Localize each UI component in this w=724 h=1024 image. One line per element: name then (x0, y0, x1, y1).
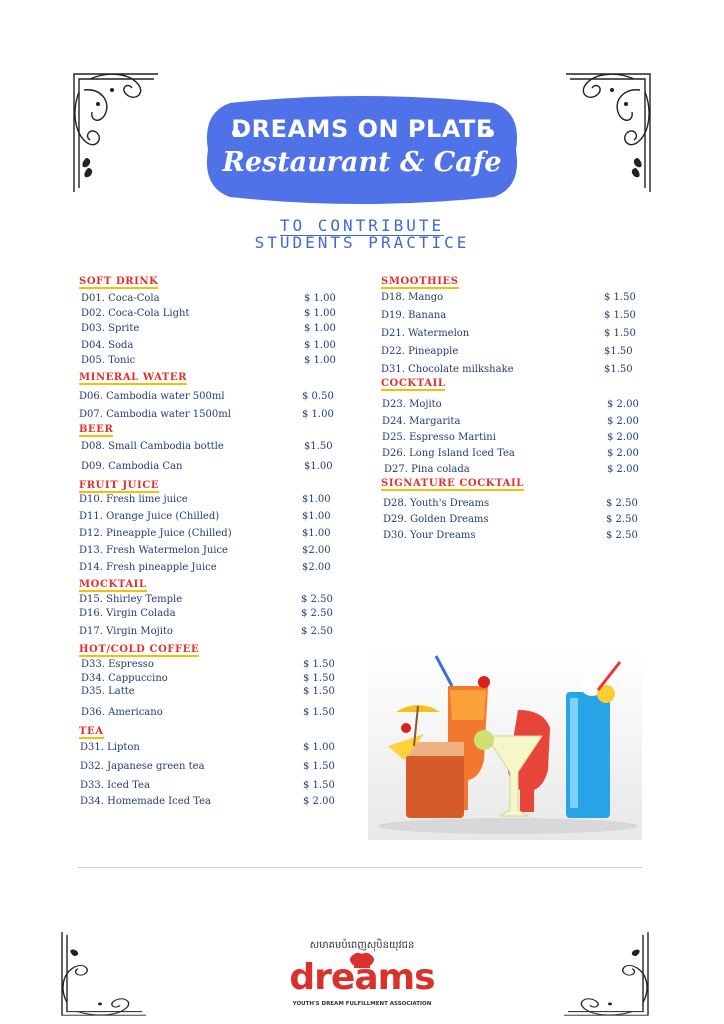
menu-item-price: $ 1.50 (303, 780, 335, 791)
menu-item-name: D16. Virgin Colada (79, 608, 176, 619)
menu-item-price: $ 2.00 (607, 416, 639, 427)
menu-item-price: $ 2.50 (606, 498, 638, 509)
menu-item-price: $ 2.00 (607, 448, 639, 459)
section-heading: FRUIT JUICE (79, 480, 160, 491)
menu-item-name: D19. Banana (381, 310, 447, 321)
menu-item-name: D14. Fresh pineapple Juice (79, 562, 217, 573)
menu-item-price: $ 1.50 (303, 686, 335, 697)
cocktails-photo (368, 650, 642, 840)
logo-subtitle: YOUTH'S DREAM FULFILLMENT ASSOCIATION (292, 1001, 432, 1007)
menu-item-name: D31. Lipton (80, 742, 140, 753)
menu-item-price: $ 1.00 (304, 293, 336, 304)
logo-wordmark: dreams (289, 957, 435, 998)
menu-item-price: $1.00 (302, 528, 331, 539)
menu-item-name: D11. Orange Juice (Chilled) (79, 511, 220, 522)
menu-item-price: $ 1.50 (303, 659, 335, 670)
menu-item-name: D04. Soda (81, 340, 134, 351)
menu-item-name: D26. Long Island Iced Tea (382, 448, 515, 459)
menu-item-name: D27. Pina colada (384, 464, 470, 475)
menu-item-price: $ 1.50 (604, 292, 636, 303)
section-heading: MOCKTAIL (79, 579, 147, 590)
menu-item-name: D32. Japanese green tea (80, 761, 205, 772)
menu-item-price: $ 2.00 (607, 399, 639, 410)
section-heading: SMOOTHIES (381, 276, 459, 287)
menu-item-name: D33. Iced Tea (80, 780, 150, 791)
menu-item-name: D25. Espresso Martini (382, 432, 496, 443)
menu-item-price: $1.50 (604, 346, 633, 357)
menu-item-name: D17. Virgin Mojito (79, 626, 173, 637)
menu-item-price: $ 1.00 (304, 323, 336, 334)
menu-item-name: D36. Americano (81, 707, 163, 718)
footer-divider (78, 867, 642, 868)
corner-ornament-top-right (562, 70, 654, 195)
section-heading: SIGNATURE COCKTAIL (381, 478, 524, 489)
menu-item-name: D02. Coca-Cola Light (81, 308, 190, 319)
menu-item-name: D07. Cambodia water 1500ml (79, 409, 231, 420)
menu-item-name: D30. Your Dreams (383, 530, 476, 541)
menu-item-price: $ 2.50 (301, 626, 333, 637)
menu-item-price: $ 2.00 (607, 464, 639, 475)
menu-item-name: D13. Fresh Watermelon Juice (79, 545, 228, 556)
menu-item-price: $1.50 (304, 441, 333, 452)
menu-item-name: D03. Sprite (81, 323, 140, 334)
tagline-line-2: STUDENTS PRACTICE (254, 233, 470, 252)
menu-item-price: $ 2.50 (606, 530, 638, 541)
menu-item-name: D34. Homemade Iced Tea (80, 796, 212, 807)
menu-item-price: $ 2.50 (301, 594, 333, 605)
menu-item-price: $ 1.50 (604, 310, 636, 321)
flourish-icon (70, 70, 162, 195)
menu-item-name: D22. Pineapple (381, 346, 459, 357)
section-heading: TEA (79, 726, 104, 737)
menu-item-name: D21. Watermelon (381, 328, 470, 339)
menu-item-price: $ 1.50 (303, 707, 335, 718)
menu-item-price: $1.00 (304, 461, 333, 472)
menu-item-price: $ 2.00 (303, 796, 335, 807)
cocktails-image-icon (368, 650, 642, 840)
menu-item-price: $ 1.00 (303, 742, 335, 753)
page-title: DREAMS ON PLATE (231, 115, 493, 143)
page-subtitle: Restaurant & Cafe (222, 147, 502, 178)
logo-khmer-text: សមាគមបំពេញសុបិនយុវជន (309, 940, 415, 951)
section-heading: BEER (79, 424, 114, 435)
menu-item-name: D29. Golden Dreams (383, 514, 489, 525)
menu-item-price: $ 1.00 (304, 308, 336, 319)
menu-item-price: $ 1.50 (604, 328, 636, 339)
menu-item-price: $ 1.00 (302, 409, 334, 420)
menu-item-price: $ 1.50 (303, 761, 335, 772)
menu-item-name: D08. Small Cambodia bottle (81, 441, 224, 452)
menu-item-name: D31. Chocolate milkshake (381, 364, 514, 375)
menu-item-name: D23. Mojito (382, 399, 442, 410)
menu-item-name: D15. Shirley Temple (79, 594, 183, 605)
menu-item-name: D35. Latte (81, 686, 135, 697)
flourish-icon (562, 70, 654, 195)
tagline-line-1: TO CONTRIBUTE (279, 216, 445, 235)
menu-item-name: D01. Coca-Cola (81, 293, 160, 304)
menu-item-name: D12. Pineapple Juice (Chilled) (79, 528, 232, 539)
menu-item-price: $1.00 (302, 494, 331, 505)
menu-item-name: D33. Espresso (81, 659, 154, 670)
header-banner (200, 95, 524, 205)
menu-item-name: D28. Youth's Dreams (383, 498, 490, 509)
menu-item-name: D24. Margarita (382, 416, 461, 427)
menu-item-name: D10. Fresh lime juice (79, 494, 188, 505)
menu-item-price: $ 1.00 (304, 340, 336, 351)
menu-item-price: $ 2.50 (301, 608, 333, 619)
menu-item-name: D18. Mango (381, 292, 444, 303)
menu-item-name: D09. Cambodia Can (81, 461, 183, 472)
section-heading: SOFT DRINK (79, 276, 159, 287)
section-heading: COCKTAIL (381, 378, 446, 389)
menu-item-name: D06. Cambodia water 500ml (79, 391, 225, 402)
menu-item-price: $2.00 (302, 545, 331, 556)
menu-item-price: $ 1.00 (304, 355, 336, 366)
section-heading: HOT/COLD COFFEE (79, 644, 200, 655)
menu-item-name: D05. Tonic (81, 355, 136, 366)
menu-item-price: $1.50 (604, 364, 633, 375)
section-heading: MINERAL WATER (79, 372, 188, 383)
menu-item-name: D34. Cappuccino (81, 673, 168, 684)
menu-item-price: $ 1.50 (303, 673, 335, 684)
corner-ornament-top-left (70, 70, 162, 195)
menu-item-price: $1.00 (302, 511, 331, 522)
menu-item-price: $ 2.00 (607, 432, 639, 443)
menu-item-price: $2.00 (302, 562, 331, 573)
menu-item-price: $ 0.50 (302, 391, 334, 402)
menu-item-price: $ 2.50 (606, 514, 638, 525)
